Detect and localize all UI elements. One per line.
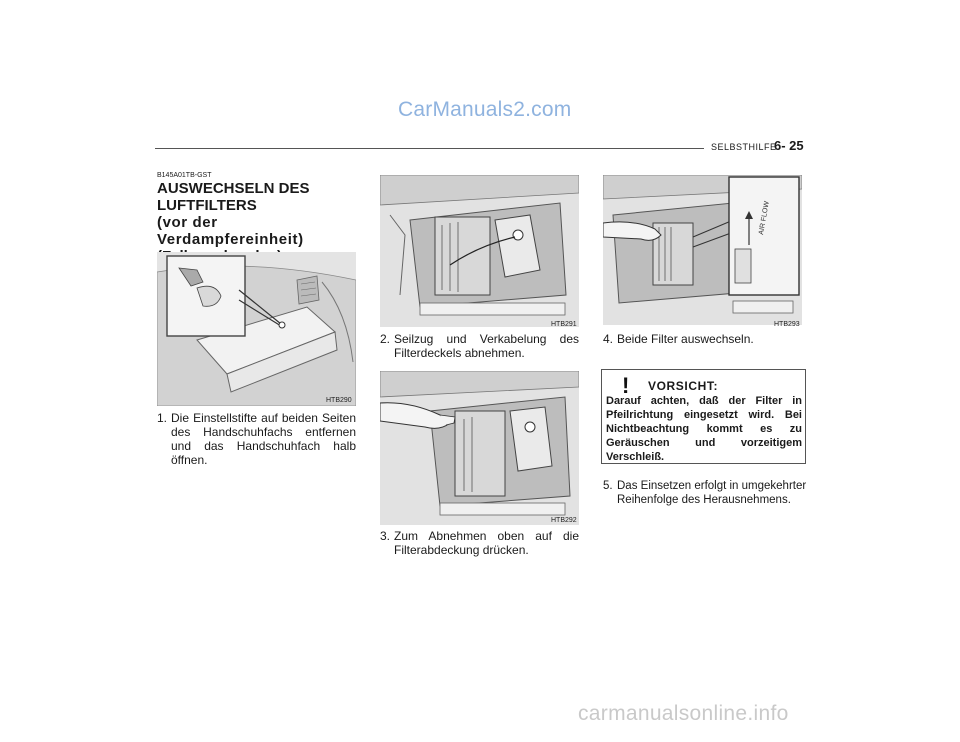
doc-code: B145A01TB-GST (157, 172, 212, 179)
warning-text: Darauf achten, daß der Filter in Pfeilrichtung eingesetzt wird. Bei Nichtbeachtung kommt es zu Geräuschen und vorzeitigem Verschleiß. (606, 395, 802, 463)
brand-link[interactable]: CarManuals2.com (398, 98, 572, 121)
header-rule (155, 148, 704, 149)
figure-code: HTB293 (774, 321, 800, 328)
step-item (380, 332, 579, 360)
title-line: LUFTFILTERS (157, 197, 257, 214)
exclamation-icon (616, 374, 640, 396)
step-text: Zum Abnehmen oben auf die Filterabdeckung drücken. (394, 529, 579, 557)
note-text: Das Einsetzen erfolgt in umgekehrter Reihenfolge des Herausnehmens. (617, 480, 807, 506)
step-text: Die Einstellstifte auf beiden Seiten des Handschuhfachs entfernen und das Handschuhfach halb öffnen. (171, 411, 356, 467)
title-line: (vor der Verdampfereinheit) (157, 214, 304, 248)
figure-code: HTB291 (551, 321, 577, 328)
section-label: SELBSTHILFE (711, 142, 777, 152)
note-item (603, 479, 808, 507)
warning-box (601, 369, 806, 464)
step-text: Seilzug und Verkabelung des Filterdeckels abnehmen. (394, 332, 579, 360)
airflow-label: AIR FLOW (758, 200, 771, 236)
warning-title: VORSICHT: (648, 379, 719, 393)
step-item (603, 332, 808, 346)
filter-cover-illustration (380, 175, 579, 327)
step-item (157, 411, 356, 467)
step-item (380, 529, 579, 557)
step-number: 2. (380, 332, 391, 346)
step-text: Beide Filter auswechseln. (617, 332, 754, 346)
figure-code: HTB290 (326, 397, 352, 404)
step-number: 5. (603, 480, 613, 492)
warning-symbol: ! (622, 374, 630, 396)
push-cover-illustration (380, 371, 579, 525)
footer-watermark: carmanualsonline.info (578, 702, 789, 725)
step-number: 1. (157, 411, 168, 425)
page-number: 6- 25 (774, 138, 804, 153)
step-number: 3. (380, 529, 391, 543)
filter-replace-illustration (603, 175, 802, 325)
step-number: 4. (603, 332, 614, 346)
glovebox-illustration (157, 252, 356, 406)
figure-code: HTB292 (551, 517, 577, 524)
title-line: AUSWECHSELN DES (157, 180, 310, 197)
